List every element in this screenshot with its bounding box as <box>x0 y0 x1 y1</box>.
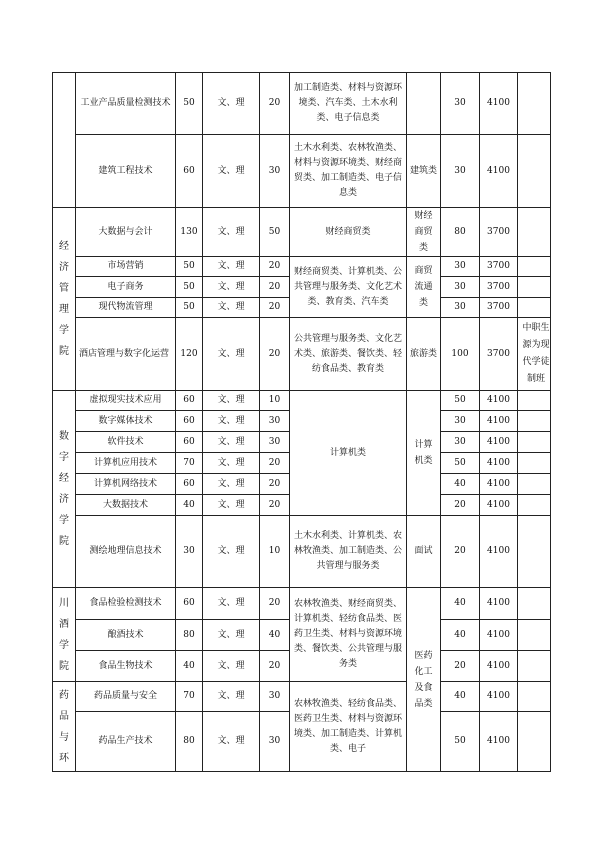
major-cell: 测绘地理信息技术 <box>76 516 176 588</box>
note-cell <box>518 432 551 453</box>
note-cell <box>518 588 551 620</box>
subject-cell: 文、理 <box>203 298 260 318</box>
categories-cell: 财经商贸类、计算机类、公共管理与服务类、文化艺术类、教育类、汽车类 <box>290 257 407 318</box>
subject-cell: 文、理 <box>203 73 260 135</box>
plan-cell: 120 <box>176 318 203 391</box>
categories-cell: 加工制造类、材料与资源环境类、汽车类、土木水利类、电子信息类 <box>290 73 407 135</box>
categories-cell: 公共管理与服务类、文化艺术类、旅游类、餐饮类、轻纺食品类、教育类 <box>290 318 407 391</box>
vocational-cell: 20 <box>260 474 290 495</box>
test-class-cell: 建筑类 <box>407 135 441 208</box>
subject-cell: 文、理 <box>203 453 260 474</box>
enrollment-table <box>52 72 551 772</box>
vocational-cell: 20 <box>260 318 290 391</box>
major-cell: 大数据与会计 <box>76 208 176 257</box>
table-row <box>53 588 551 620</box>
vocational-cell: 30 <box>260 432 290 453</box>
plan-cell: 50 <box>176 277 203 298</box>
vocational-cell: 20 <box>260 298 290 318</box>
vocational-cell: 20 <box>260 453 290 474</box>
note-cell <box>518 474 551 495</box>
fee-cell: 4100 <box>480 651 518 682</box>
major-cell: 药品质量与安全 <box>76 682 176 712</box>
fee-cell: 3700 <box>480 318 518 391</box>
plan-cell: 70 <box>176 682 203 712</box>
plan-cell: 60 <box>176 588 203 620</box>
vocational-cell: 20 <box>260 257 290 277</box>
college-cell <box>53 73 76 208</box>
quota-cell: 30 <box>441 135 480 208</box>
plan-cell: 80 <box>176 620 203 651</box>
fee-cell: 4100 <box>480 391 518 411</box>
categories-cell: 土木水利类、计算机类、农林牧渔类、加工制造类、公共管理与服务类 <box>290 516 407 588</box>
categories-cell: 农林牧渔类、轻纺食品类、医药卫生类、材料与资源环境类、加工制造类、计算机类、电子 <box>290 682 407 772</box>
note-cell <box>518 516 551 588</box>
table-row <box>53 73 551 135</box>
plan-cell: 70 <box>176 453 203 474</box>
test-class-cell <box>407 73 441 135</box>
fee-cell: 4100 <box>480 73 518 135</box>
note-cell <box>518 495 551 516</box>
test-class-cell: 计算机类 <box>407 391 441 516</box>
quota-cell: 30 <box>441 277 480 298</box>
major-cell: 食品检验检测技术 <box>76 588 176 620</box>
note-cell <box>518 135 551 208</box>
vocational-cell: 30 <box>260 682 290 712</box>
fee-cell: 4100 <box>480 712 518 772</box>
major-cell: 食品生物技术 <box>76 651 176 682</box>
subject-cell: 文、理 <box>203 474 260 495</box>
vocational-cell: 20 <box>260 277 290 298</box>
fee-cell: 4100 <box>480 620 518 651</box>
test-class-cell: 面试 <box>407 516 441 588</box>
major-cell: 市场营销 <box>76 257 176 277</box>
subject-cell: 文、理 <box>203 277 260 298</box>
quota-cell: 100 <box>441 318 480 391</box>
quota-cell: 30 <box>441 411 480 432</box>
major-cell: 虚拟现实技术应用 <box>76 391 176 411</box>
vocational-cell: 10 <box>260 391 290 411</box>
note-cell <box>518 391 551 411</box>
fee-cell: 4100 <box>480 682 518 712</box>
major-cell: 酿酒技术 <box>76 620 176 651</box>
subject-cell: 文、理 <box>203 318 260 391</box>
college-cell: 药品与环 <box>53 682 76 772</box>
major-cell: 药品生产技术 <box>76 712 176 772</box>
quota-cell: 80 <box>441 208 480 257</box>
categories-cell: 农林牧渔类、财经商贸类、计算机类、轻纺食品类、医药卫生类、材料与资源环境类、餐饮类、公共管理与服务类 <box>290 588 407 682</box>
note-cell <box>518 620 551 651</box>
major-cell: 大数据技术 <box>76 495 176 516</box>
major-cell: 计算机网络技术 <box>76 474 176 495</box>
vocational-cell: 20 <box>260 651 290 682</box>
quota-cell: 20 <box>441 495 480 516</box>
plan-cell: 60 <box>176 391 203 411</box>
quota-cell: 50 <box>441 712 480 772</box>
vocational-cell: 30 <box>260 411 290 432</box>
subject-cell: 文、理 <box>203 495 260 516</box>
fee-cell: 3700 <box>480 298 518 318</box>
plan-cell: 130 <box>176 208 203 257</box>
quota-cell: 40 <box>441 620 480 651</box>
table-row <box>53 257 551 277</box>
quota-cell: 30 <box>441 298 480 318</box>
quota-cell: 30 <box>441 257 480 277</box>
note-cell <box>518 651 551 682</box>
note-cell <box>518 73 551 135</box>
subject-cell: 文、理 <box>203 391 260 411</box>
plan-cell: 60 <box>176 432 203 453</box>
test-class-cell: 财经商贸类 <box>407 208 441 257</box>
plan-cell: 60 <box>176 411 203 432</box>
subject-cell: 文、理 <box>203 135 260 208</box>
major-cell: 软件技术 <box>76 432 176 453</box>
vocational-cell: 50 <box>260 208 290 257</box>
plan-cell: 60 <box>176 474 203 495</box>
subject-cell: 文、理 <box>203 588 260 620</box>
test-class-cell: 医药化工及食品类 <box>407 588 441 772</box>
fee-cell: 3700 <box>480 208 518 257</box>
subject-cell: 文、理 <box>203 620 260 651</box>
fee-cell: 4100 <box>480 411 518 432</box>
vocational-cell: 20 <box>260 588 290 620</box>
categories-cell: 计算机类 <box>290 391 407 516</box>
college-cell: 数字经济学院 <box>53 391 76 588</box>
subject-cell: 文、理 <box>203 651 260 682</box>
test-class-cell: 旅游类 <box>407 318 441 391</box>
vocational-cell: 30 <box>260 135 290 208</box>
vocational-cell: 20 <box>260 495 290 516</box>
subject-cell: 文、理 <box>203 682 260 712</box>
table-row <box>53 135 551 208</box>
note-cell <box>518 411 551 432</box>
note-cell <box>518 682 551 712</box>
major-cell: 数字媒体技术 <box>76 411 176 432</box>
fee-cell: 4100 <box>480 453 518 474</box>
table-row <box>53 208 551 257</box>
subject-cell: 文、理 <box>203 411 260 432</box>
major-cell: 建筑工程技术 <box>76 135 176 208</box>
subject-cell: 文、理 <box>203 432 260 453</box>
fee-cell: 4100 <box>480 516 518 588</box>
table-row <box>53 391 551 411</box>
major-cell: 电子商务 <box>76 277 176 298</box>
plan-cell: 80 <box>176 712 203 772</box>
subject-cell: 文、理 <box>203 516 260 588</box>
quota-cell: 40 <box>441 474 480 495</box>
vocational-cell: 10 <box>260 516 290 588</box>
plan-cell: 30 <box>176 516 203 588</box>
college-cell: 经济管理学院 <box>53 208 76 391</box>
note-cell <box>518 712 551 772</box>
plan-cell: 50 <box>176 298 203 318</box>
quota-cell: 50 <box>441 453 480 474</box>
college-cell: 川酒学院 <box>53 588 76 682</box>
categories-cell: 财经商贸类 <box>290 208 407 257</box>
fee-cell: 4100 <box>480 495 518 516</box>
note-cell: 中职生源为现代学徒制班 <box>518 318 551 391</box>
quota-cell: 30 <box>441 432 480 453</box>
major-cell: 现代物流管理 <box>76 298 176 318</box>
categories-cell: 土木水利类、农林牧渔类、材料与资源环境类、财经商贸类、加工制造类、电子信息类 <box>290 135 407 208</box>
plan-cell: 60 <box>176 135 203 208</box>
major-cell: 计算机应用技术 <box>76 453 176 474</box>
note-cell <box>518 257 551 277</box>
quota-cell: 20 <box>441 651 480 682</box>
plan-cell: 50 <box>176 257 203 277</box>
quota-cell: 40 <box>441 682 480 712</box>
quota-cell: 30 <box>441 73 480 135</box>
table-row <box>53 318 551 391</box>
table-row <box>53 682 551 712</box>
quota-cell: 50 <box>441 391 480 411</box>
note-cell <box>518 277 551 298</box>
vocational-cell: 30 <box>260 712 290 772</box>
major-cell: 工业产品质量检测技术 <box>76 73 176 135</box>
subject-cell: 文、理 <box>203 208 260 257</box>
fee-cell: 3700 <box>480 277 518 298</box>
fee-cell: 4100 <box>480 135 518 208</box>
fee-cell: 4100 <box>480 432 518 453</box>
vocational-cell: 20 <box>260 73 290 135</box>
quota-cell: 40 <box>441 588 480 620</box>
plan-cell: 40 <box>176 495 203 516</box>
note-cell <box>518 298 551 318</box>
fee-cell: 4100 <box>480 474 518 495</box>
note-cell <box>518 453 551 474</box>
subject-cell: 文、理 <box>203 712 260 772</box>
note-cell <box>518 208 551 257</box>
test-class-cell: 商贸流通类 <box>407 257 441 318</box>
subject-cell: 文、理 <box>203 257 260 277</box>
fee-cell: 3700 <box>480 257 518 277</box>
major-cell: 酒店管理与数字化运营 <box>76 318 176 391</box>
plan-cell: 40 <box>176 651 203 682</box>
fee-cell: 4100 <box>480 588 518 620</box>
quota-cell: 20 <box>441 516 480 588</box>
plan-cell: 50 <box>176 73 203 135</box>
vocational-cell: 40 <box>260 620 290 651</box>
table-row <box>53 516 551 588</box>
